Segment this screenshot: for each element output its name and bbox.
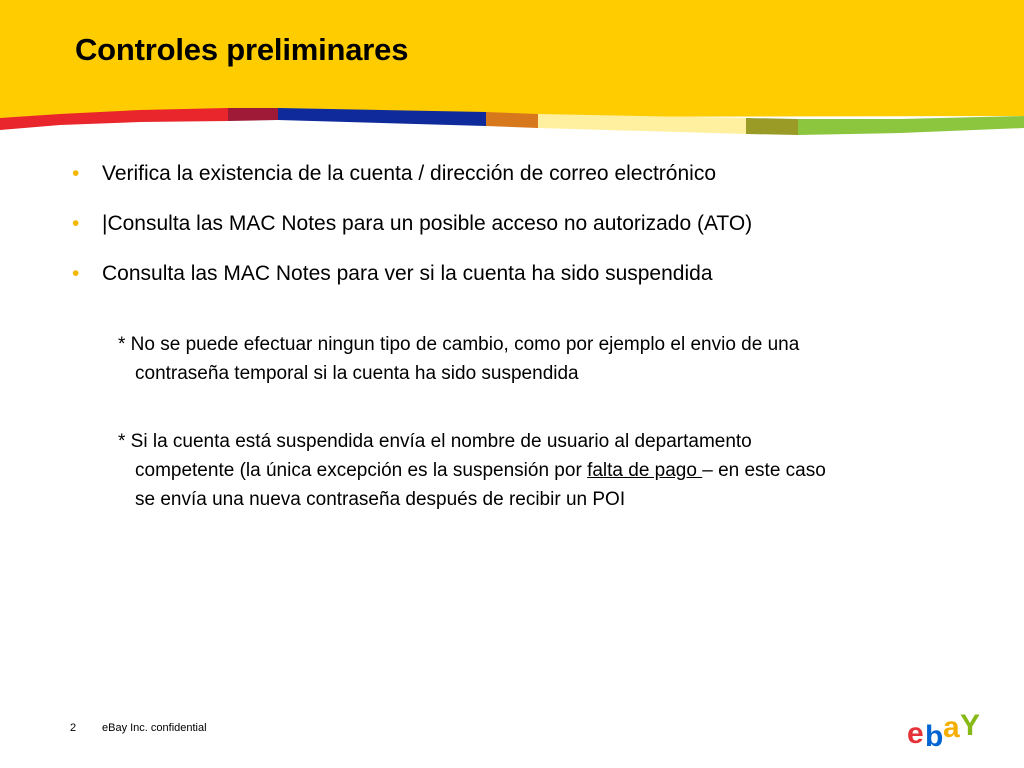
bullet-dot-icon: • <box>72 162 80 185</box>
ebay-logo-letter-b: b <box>925 720 944 753</box>
bullet-item-account-existence <box>72 158 972 190</box>
note-line: * Si la cuenta está suspendida envía el nombre de usuario al departamento <box>118 431 752 452</box>
note-line: contraseña temporal si la cuenta ha sido suspendida <box>135 363 579 384</box>
note-line <box>118 456 978 485</box>
bullet-item-ato-check <box>72 208 972 240</box>
falta-de-pago-link[interactable]: falta de pago <box>587 460 703 481</box>
bullet-dot-icon: • <box>72 262 80 285</box>
header-stripe-maroon <box>228 108 278 121</box>
bullet-list <box>72 158 972 308</box>
header-band <box>0 0 1024 140</box>
ebay-logo <box>905 705 990 755</box>
header-stripe-olive <box>746 118 798 135</box>
bullet-text: Consulta las MAC Notes para ver si la cuenta ha sido suspendida <box>102 262 713 285</box>
note-text: competente (la única excepción es la suspensión por <box>135 460 588 481</box>
bullet-item-suspension-check <box>72 258 972 290</box>
slide-title: Controles preliminares <box>75 32 409 67</box>
ebay-logo-letter-a: a <box>943 711 960 744</box>
header-stripe-light-yellow <box>538 114 746 134</box>
footer-confidential-label: eBay Inc. confidential <box>102 722 207 734</box>
bullet-text: |Consulta las MAC Notes para un posible acceso no autorizado (ATO) <box>102 212 753 235</box>
header-stripe-green <box>798 116 1024 135</box>
bullet-text: Verifica la existencia de la cuenta / dirección de correo electrónico <box>102 162 717 185</box>
ebay-logo-letter-y: Y <box>960 709 981 742</box>
ebay-logo-letter-e: e <box>907 717 924 750</box>
note-text: – en este caso <box>702 460 826 481</box>
bullet-dot-icon: • <box>72 212 80 235</box>
page-number: 2 <box>70 722 77 734</box>
note-line: * No se puede efectuar ningun tipo de cambio, como por ejemplo el envio de una <box>118 334 800 355</box>
note-no-changes <box>118 330 978 388</box>
header-stripe-orange <box>486 112 538 128</box>
note-line: se envía una nueva contraseña después de recibir un POI <box>135 489 626 510</box>
note-suspended-account <box>118 427 978 514</box>
